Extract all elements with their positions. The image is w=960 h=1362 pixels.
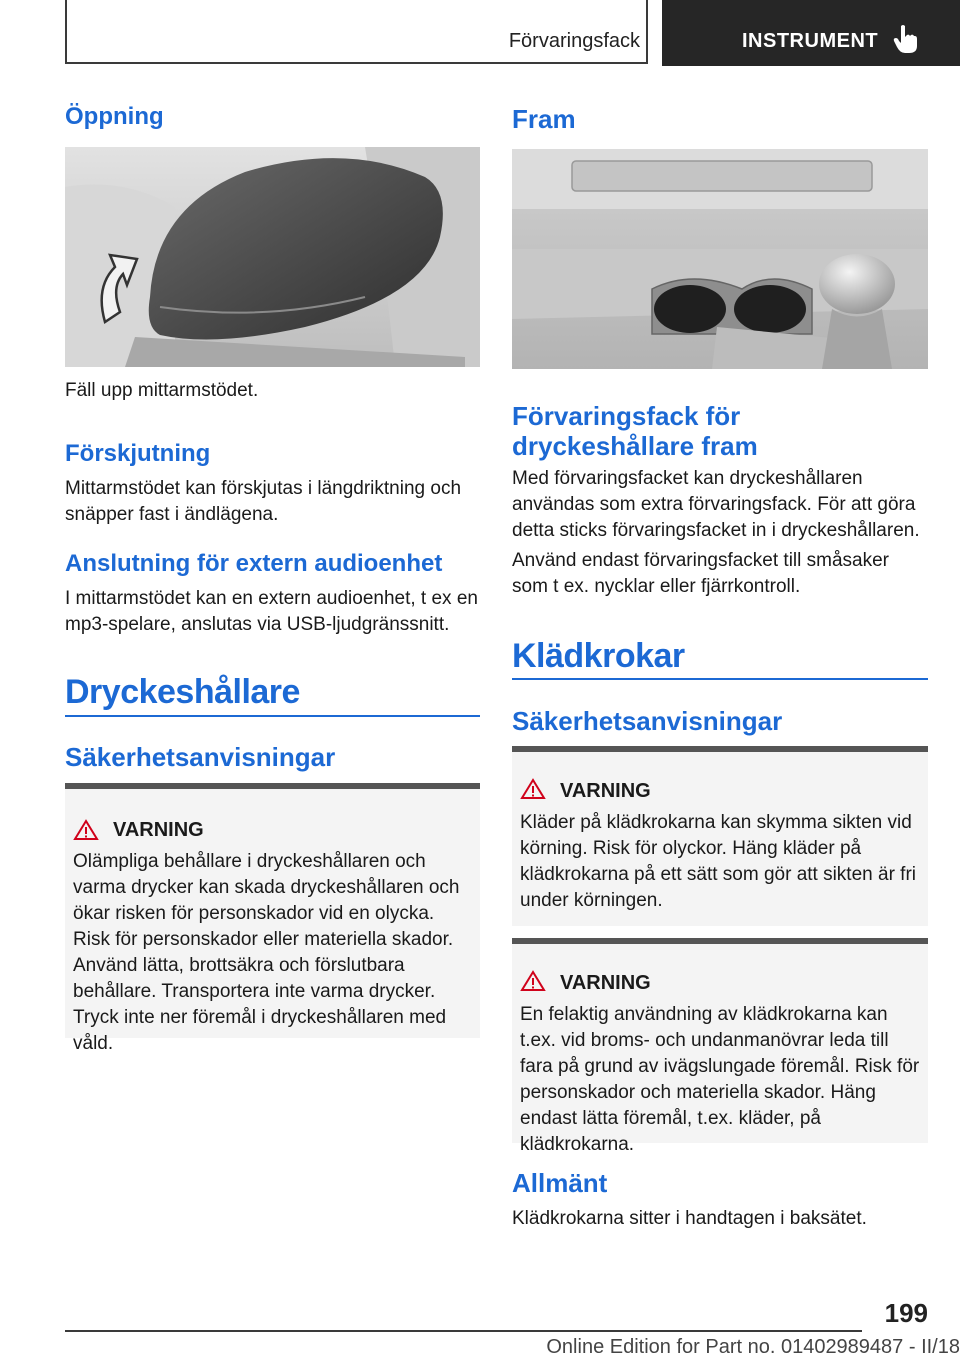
warning-text: Olämpliga behållare i dryckeshållaren och varma drycker kan skada dryckeshållaren och ökar risken för personskador vid en olycka. Risk för personskador eller materiella skador. Använd lätta, brottsäkra och förslutbara behållare. Transportera inte varma drycker. Tryck inte ner föremål i dryckeshållaren med våld. <box>73 851 460 1054</box>
page-number: 199 <box>884 1298 928 1328</box>
footer-rule <box>65 1330 862 1332</box>
heading-forvaringsfack-line2: dryckeshållare fram <box>512 431 758 461</box>
heading-forskjutning: Förskjutning <box>65 440 211 467</box>
heading-sakerhet-left: Säkerhetsanvisningar <box>65 742 336 772</box>
hand-pointer-icon <box>893 24 919 54</box>
heading-anslutning: Anslutning för extern audioenhet <box>65 550 443 577</box>
warning-box-left <box>65 783 480 1054</box>
warning-box-right-2 <box>512 938 928 1155</box>
chapter-tab <box>662 0 960 66</box>
heading-oppning: Öppning <box>65 103 164 130</box>
warning-title: VARNING <box>560 972 651 994</box>
cupholder-photo <box>512 149 928 369</box>
warning-text: Kläder på klädkrokarna kan skymma sikten vid körning. Risk för olyckor. Häng kläder på klädkrokarna på ett sätt som gör att sikten är fri under körningen. <box>520 812 917 911</box>
warning-title: VARNING <box>560 780 651 802</box>
heading-forvaringsfack-line1: Förvaringsfack för <box>512 401 741 431</box>
heading-fram: Fram <box>512 104 576 134</box>
paragraph-anslutning: I mittarmstödet kan en extern audioenhet, t ex en mp3-spelare, anslutas via USB-ljudgränssnitt. <box>65 588 478 635</box>
chapter-label: INSTRUMENT <box>742 30 879 52</box>
warning-triangle-icon <box>520 970 546 992</box>
warning-box-right-1 <box>512 746 928 926</box>
section-title: Förvaringsfack <box>508 30 640 52</box>
warning-triangle-icon <box>73 819 99 841</box>
heading-kladkrokar: Klädkrokar <box>512 637 685 675</box>
section-rule-right <box>512 678 928 680</box>
warning-triangle-icon <box>520 778 546 800</box>
caption-armrest: Fäll upp mittarmstödet. <box>65 380 259 401</box>
section-rule <box>65 715 480 717</box>
paragraph-forvaringsfack-1: Med förvaringsfacket kan dryckeshållaren användas som extra förvaringsfack. För att göra detta sticks förvaringsfacket in i dryckeshållaren. <box>512 468 920 541</box>
armrest-photo <box>65 147 480 367</box>
paragraph-forvaringsfack-2: Använd endast förvaringsfacket till småsaker som t ex. nycklar eller fjärrkontroll. <box>512 550 890 597</box>
footer-edition: Online Edition for Part no. 01402989487 - II/18 <box>546 1336 960 1358</box>
heading-forvaringsfack <box>512 401 758 461</box>
paragraph-forskjutning: Mittarmstödet kan förskjutas i längdriktning och snäpper fast i ändlägena. <box>65 478 462 525</box>
paragraph-allmant: Klädkrokarna sitter i handtagen i baksätet. <box>512 1208 867 1229</box>
heading-sakerhet-right: Säkerhetsanvisningar <box>512 706 783 736</box>
heading-dryckeshallare: Dryckeshållare <box>65 673 300 711</box>
heading-allmant: Allmänt <box>512 1168 608 1198</box>
warning-title: VARNING <box>113 819 204 841</box>
warning-text: En felaktig användning av klädkrokarna kan t.ex. vid broms- och undanmanövrar leda till fara på grund av ivägslungade föremål. Risk för personskador och materiella skador. Häng endast lätta föremål, t.ex. kläder, på klädkrokarna. <box>520 1004 920 1155</box>
